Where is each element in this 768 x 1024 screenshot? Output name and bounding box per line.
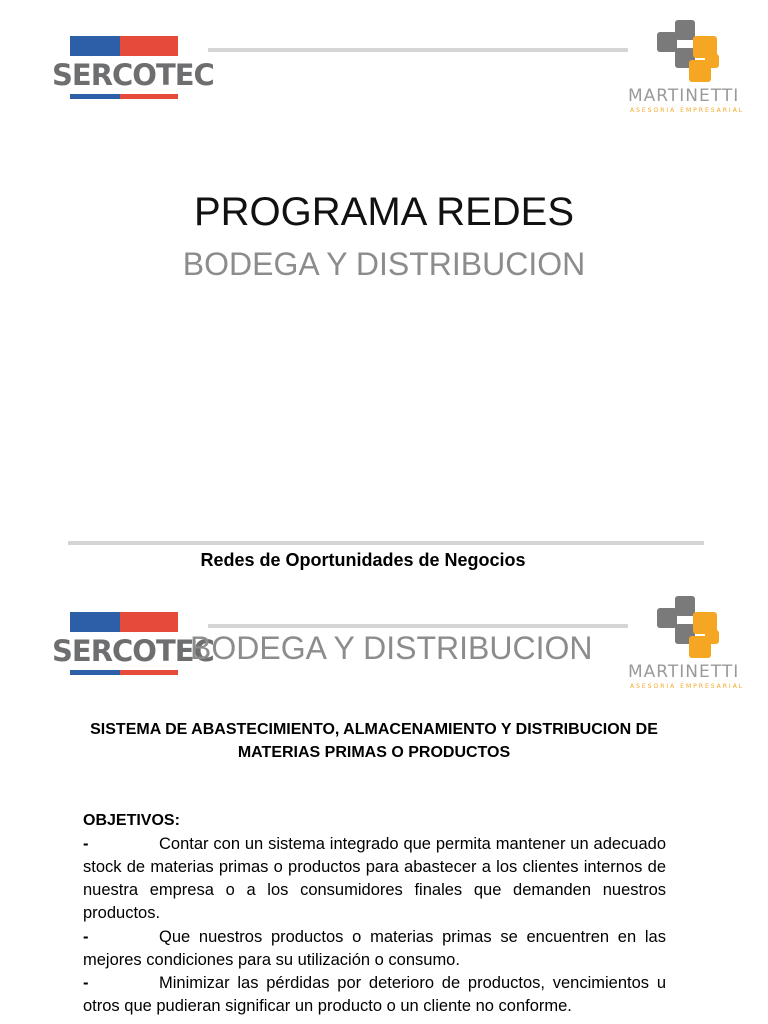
- logo-bar-blue: [70, 670, 120, 675]
- page2-header-divider: [208, 624, 628, 628]
- objective-text: Minimizar las pérdidas por deterioro de productos, vencimientos u otros que pudieran significar un producto o un cliente no conforme.: [83, 974, 666, 1015]
- objective-text: Contar con un sistema integrado que permita mantener un adecuado stock de materias primas o productos para abastecer a los clientes internos de nuestra empresa o a los consumidores finales que demanden nuestros productos.: [83, 835, 666, 922]
- logo-bar-blue: [70, 94, 120, 99]
- martinetti-tagline: ASESORIA EMPRESARIAL: [630, 107, 745, 114]
- cover-subtitle: BODEGA Y DISTRIBUCION: [182, 246, 586, 282]
- header-divider: [208, 48, 628, 52]
- sercotec-logo-page2: [52, 612, 214, 682]
- logo-flag-red: [120, 36, 178, 56]
- cover-footer-divider: [68, 541, 704, 545]
- page2-title: BODEGA Y DISTRIBUCION: [190, 630, 593, 666]
- objective-item: [83, 833, 666, 925]
- logo-flag-blue: [70, 612, 120, 632]
- martinetti-logo-page2: [628, 596, 753, 696]
- bullet-dash: -: [83, 835, 89, 853]
- martinetti-puzzle-icon: [653, 596, 723, 662]
- martinetti-puzzle-icon: [653, 20, 723, 86]
- sercotec-logo: [52, 36, 214, 106]
- objective-item: [83, 972, 666, 1018]
- martinetti-tagline: ASESORIA EMPRESARIAL: [630, 683, 745, 690]
- bullet-dash: -: [83, 974, 89, 992]
- sercotec-wordmark: SERCOTEC: [52, 634, 214, 668]
- objective-text: Que nuestros productos o materias primas se encuentren en las mejores condiciones para su utilización o consumo.: [83, 928, 666, 969]
- martinetti-wordmark: MARTINETTI: [628, 86, 740, 106]
- martinetti-wordmark: MARTINETTI: [628, 662, 740, 682]
- cover-title: PROGRAMA REDES: [193, 190, 575, 234]
- objectives-label: OBJETIVOS:: [83, 812, 180, 829]
- logo-flag-red: [120, 612, 178, 632]
- objective-item: [83, 926, 666, 972]
- martinetti-logo: [628, 20, 753, 120]
- logo-bar-red: [120, 670, 178, 675]
- bullet-dash: -: [83, 928, 89, 946]
- system-heading: SISTEMA DE ABASTECIMIENTO, ALMACENAMIENTO Y DISTRIBUCION DE MATERIAS PRIMAS O PRODUCTOS: [90, 721, 658, 761]
- logo-bar-red: [120, 94, 178, 99]
- sercotec-wordmark: SERCOTEC: [52, 58, 214, 92]
- cover-footer-text: Redes de Oportunidades de Negocios: [200, 550, 526, 570]
- logo-flag-blue: [70, 36, 120, 56]
